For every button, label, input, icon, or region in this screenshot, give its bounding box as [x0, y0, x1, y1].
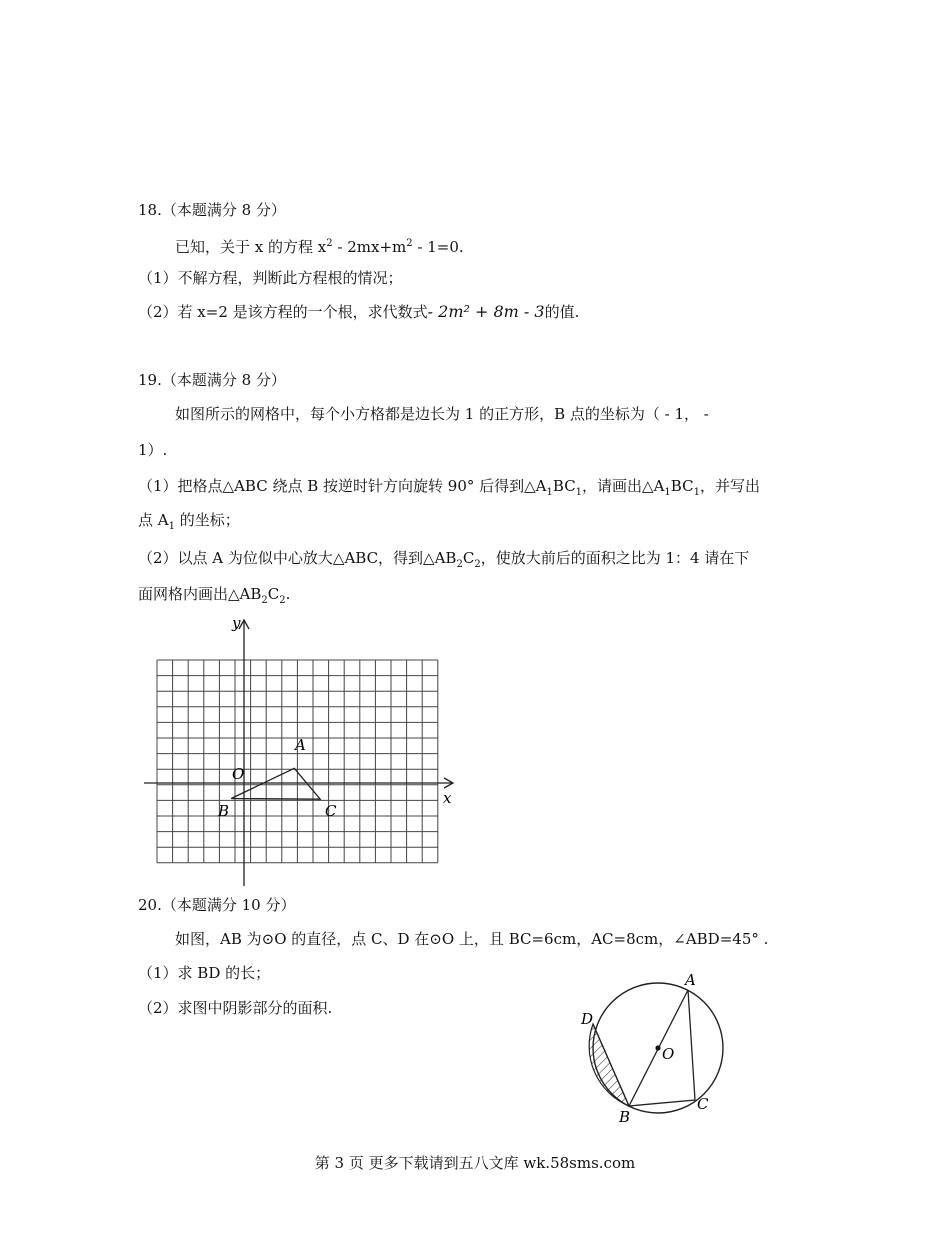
q20-part2: （2）求图中阴影部分的面积.	[138, 999, 333, 1017]
q19-part2: （2）以点 A 为位似中心放大△ABC，得到$\triangle AB_2C_2$，使放大前后的面积之比为 1：4 请在下	[138, 549, 750, 570]
label-o: O	[232, 765, 245, 783]
q19-stem: 如图所示的网格中，每个小方格都是边长为 1 的正方形，B 点的坐标为（ - 1， -	[175, 405, 709, 423]
q18-stem: 已知，关于 x 的方程 $x^2 - 2mx+m^2 - 1=0$.	[175, 238, 464, 256]
circle-label-d: D	[581, 1010, 594, 1028]
circle-label-b: B	[619, 1108, 631, 1126]
circle-label-c: C	[697, 1095, 709, 1113]
q19-part1: （1）把格点△ABC 绕点 B 按逆时针方向旋转 90° 后得到$\triangle A_1BC_1$，请画出$\triangle A_1BC_1$，并写出	[138, 477, 760, 498]
grid-figure	[140, 612, 470, 892]
q18-part1: （1）不解方程，判断此方程根的情况；	[138, 269, 403, 287]
q18-part2: （2）若 x=2 是该方程的一个根，求代数式- 2m² + 8m - 3的值.	[138, 302, 580, 321]
q19-stem-cont: 1）.	[138, 441, 168, 459]
label-a: A	[295, 736, 306, 754]
q20-stem: 如图，AB 为⊙O 的直径，点 C、D 在⊙O 上，且 BC=6cm，AC=8cm，∠ABD=45° .	[175, 930, 769, 948]
q20-heading: 20.（本题满分 10 分）	[138, 896, 296, 914]
grid-lines	[157, 660, 438, 863]
label-y: y	[232, 614, 241, 632]
label-c: C	[325, 802, 337, 820]
page-footer: 第 3 页 更多下载请到五八文库 wk.58sms.com	[314, 1154, 636, 1172]
q18-heading: 18.（本题满分 8 分）	[138, 201, 286, 219]
label-b: B	[218, 802, 230, 820]
circle-figure	[575, 970, 735, 1130]
circle-label-a: A	[685, 971, 696, 989]
q18-expression: - 2m² + 8m - 3	[427, 302, 545, 321]
q19-part2-cont: 面网格内画出$\triangle AB_2C_2$.	[138, 585, 291, 606]
center-point	[655, 1045, 660, 1050]
q20-part1: （1）求 BD 的长；	[138, 964, 271, 982]
label-x: x	[443, 789, 452, 807]
q19-part1-cont: 点 $A_1$ 的坐标；	[138, 511, 240, 532]
q19-heading: 19.（本题满分 8 分）	[138, 371, 286, 389]
circle-label-o: O	[662, 1045, 675, 1063]
